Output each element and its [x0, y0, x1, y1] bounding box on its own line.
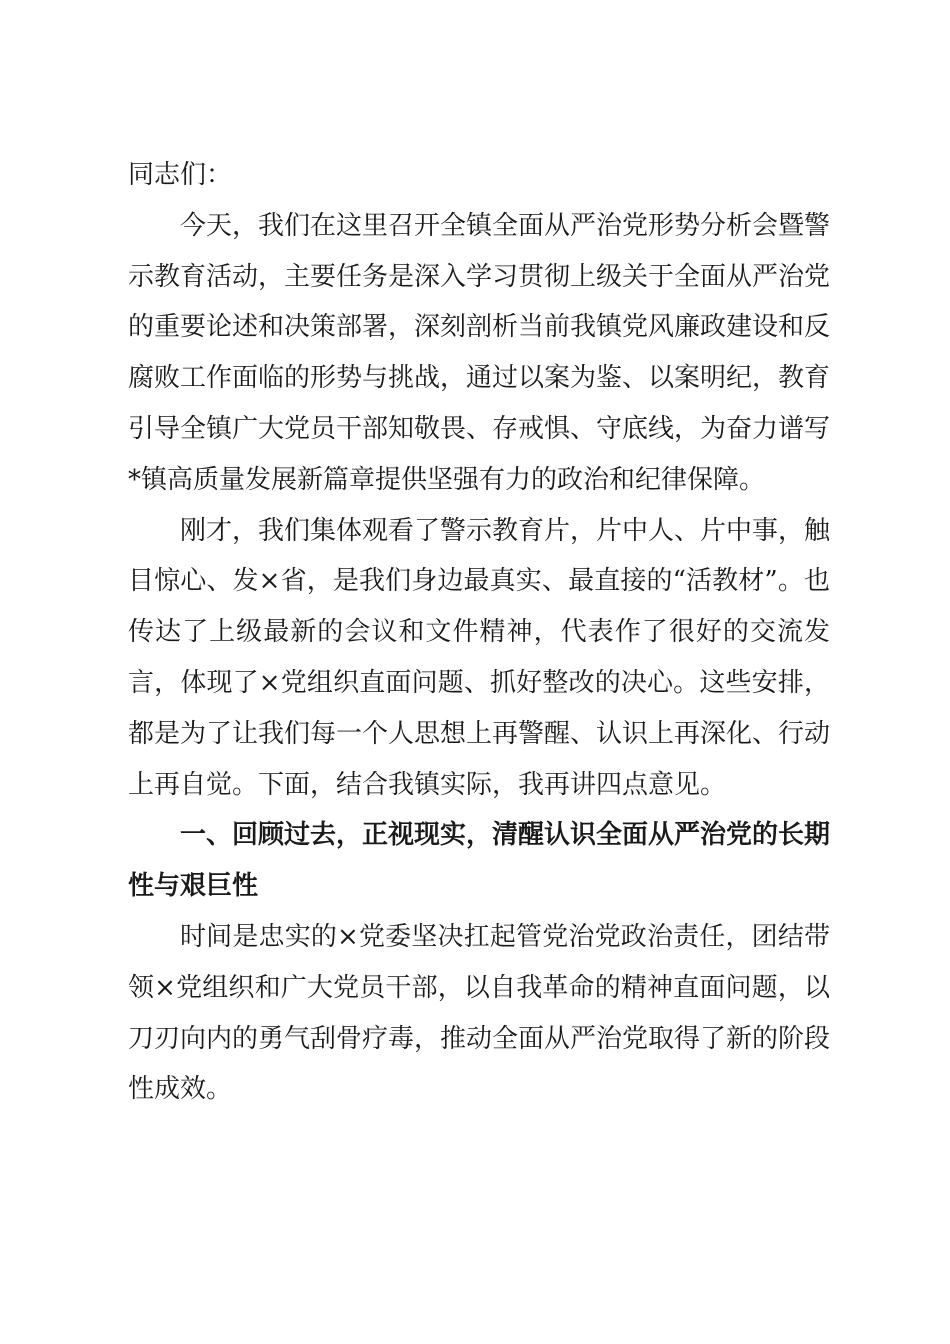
- section-heading: 一、回顾过去，正视现实，清醒认识全面从严治党的长期性与艰巨性: [128, 820, 831, 902]
- paragraph-review: 刚才，我们集体观看了警示教育片，片中人、片中事，触目惊心、发×省，是我们身边最真实、最直接的“活教材”。也传达了上级最新的会议和文件精神，代表作了很好的交流发言，体现了×党组织直面问题、抓好整改的决心。这些安排，都是为了让我们每一个人思想上再警醒、认识上再深化、行动上再自觉。下面，结合我镇实际，我再讲四点意见。: [128, 515, 831, 800]
- paragraph-opening: 今天，我们在这里召开全镇全面从严治党形势分析会暨警示教育活动，主要任务是深入学习贯彻上级关于全面从严治党的重要论述和决策部署，深刻剖析当前我镇党风廉政建设和反腐败工作面临的形势与挑战，通过以案为鉴、以案明纪，教育引导全镇广大党员干部知敬畏、存戒惧、守底线，为奋力谱写*镇高质量发展新篇章提供坚强有力的政治和纪律保障。: [128, 210, 831, 495]
- salutation: 同志们：: [128, 160, 233, 190]
- document-page: [128, 150, 830, 1115]
- section-paragraph: 时间是忠实的×党委坚决扛起管党治党政治责任，团结带领×党组织和广大党员干部，以自我革命的精神直面问题，以刀刃向内的勇气刮骨疗毒，推动全面从严治党取得了新的阶段性成效。: [128, 921, 831, 1105]
